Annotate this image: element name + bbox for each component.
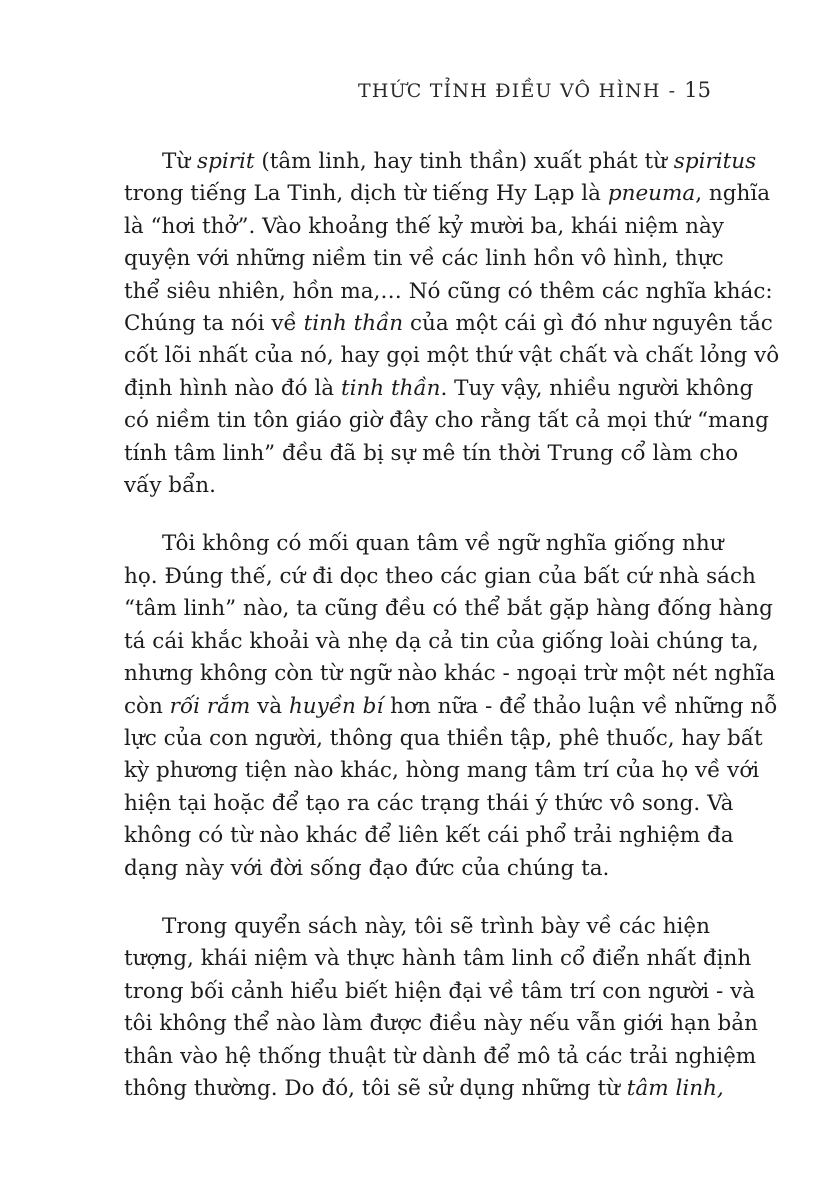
italic-term: pneuma bbox=[607, 181, 696, 207]
text-run: kỳ phương tiện nào khác, hòng mang tâm trí của họ về với bbox=[124, 758, 760, 784]
paragraph bbox=[124, 528, 778, 884]
text-run: thân vào hệ thống thuật từ dành để mô tả các trải nghiệm bbox=[124, 1043, 757, 1069]
text-run: quyện với những niềm tin về các linh hồn vô hình, thực bbox=[124, 246, 724, 272]
text-line bbox=[124, 853, 710, 885]
text-run: tượng, khái niệm và thực hành tâm linh cổ điển nhất định bbox=[124, 946, 752, 972]
text-line bbox=[124, 626, 759, 658]
text-line bbox=[124, 470, 710, 502]
text-line bbox=[124, 211, 724, 243]
italic-term: huyền bí bbox=[288, 693, 384, 719]
italic-term: tinh thần bbox=[340, 375, 441, 401]
text-run: là “hơi thở”. Vào khoảng thế kỷ mười ba, khái niệm này bbox=[124, 213, 724, 239]
page-number: 15 bbox=[684, 78, 711, 102]
text-line bbox=[124, 373, 754, 405]
text-line bbox=[124, 755, 760, 787]
text-run: lực của con người, thông qua thiền tập, phê thuốc, hay bất bbox=[124, 725, 763, 751]
text-line bbox=[124, 340, 780, 372]
text-run: còn bbox=[124, 693, 170, 719]
text-run: tôi không thể nào làm được điều này nếu vẫn giới hạn bản bbox=[124, 1011, 758, 1037]
italic-term: rối rắm bbox=[169, 693, 251, 719]
text-line bbox=[124, 561, 756, 593]
text-run: Trong quyển sách này, tôi sẽ trình bày về các hiện bbox=[162, 913, 710, 939]
text-run: trong tiếng La Tinh, dịch từ tiếng Hy Lạp là bbox=[124, 181, 608, 207]
text-run: , nghĩa bbox=[695, 181, 771, 207]
text-run: tá cái khắc khoải và nhẹ dạ cả tin của giống loài chúng ta, bbox=[124, 628, 759, 654]
text-line bbox=[124, 788, 734, 820]
italic-term: spiritus bbox=[673, 149, 757, 174]
text-run: thông thường. Do đó, tôi sẽ sử dụng những từ bbox=[124, 1075, 627, 1101]
text-run: dạng này với đời sống đạo đức của chúng ta. bbox=[124, 855, 610, 881]
text-run: hơn nữa - để thảo luận về những nỗ bbox=[383, 693, 778, 719]
italic-term: tinh thần bbox=[303, 311, 404, 337]
text-line bbox=[124, 691, 778, 723]
text-run: không có từ nào khác để liên kết cái phổ trải nghiệm đa bbox=[124, 823, 734, 849]
text-run: có niềm tin tôn giáo giờ đây cho rằng tất cả mọi thứ “mang bbox=[124, 408, 769, 434]
text-line bbox=[124, 276, 773, 308]
text-run: trong bối cảnh hiểu biết hiện đại về tâm trí con người - và bbox=[124, 978, 756, 1004]
running-head bbox=[358, 78, 711, 102]
text-run: vấy bẩn. bbox=[124, 473, 216, 499]
text-run: và bbox=[250, 693, 289, 719]
text-line bbox=[124, 178, 771, 210]
text-line bbox=[124, 820, 734, 852]
text-line bbox=[124, 405, 769, 437]
italic-term: tâm linh, bbox=[626, 1075, 724, 1101]
text-line bbox=[124, 1008, 758, 1040]
text-line bbox=[124, 438, 739, 470]
body-text bbox=[124, 146, 780, 1131]
text-run: hiện tại hoặc để tạo ra các trạng thái ý thức vô song. Và bbox=[124, 790, 734, 816]
text-run: “tâm linh” nào, ta cũng đều có thể bắt gặp hàng đống hàng bbox=[124, 596, 773, 622]
text-line bbox=[124, 1041, 757, 1073]
text-run: thể siêu nhiên, hồn ma,… Nó cũng có thêm các nghĩa khác: bbox=[124, 278, 773, 304]
text-line bbox=[124, 911, 710, 943]
text-run: nhưng không còn từ ngữ nào khác - ngoại trừ một nét nghĩa bbox=[124, 661, 776, 687]
text-line bbox=[124, 723, 763, 755]
text-line bbox=[124, 243, 724, 275]
chapter-title: THỨC TỈNH ĐIỀU VÔ HÌNH bbox=[357, 80, 661, 102]
text-run: Tôi không có mối quan tâm về ngữ nghĩa giống như bbox=[162, 531, 724, 557]
text-line bbox=[124, 976, 756, 1008]
text-run: tính tâm linh” đều đã bị sự mê tín thời Trung cổ làm cho bbox=[124, 440, 739, 466]
text-line bbox=[124, 658, 776, 690]
text-line bbox=[124, 943, 752, 975]
text-run: Chúng ta nói về bbox=[124, 311, 304, 337]
text-line bbox=[124, 1073, 724, 1105]
text-line bbox=[124, 593, 773, 625]
header-separator: - bbox=[668, 80, 677, 102]
text-run: cốt lõi nhất của nó, hay gọi một thứ vật chất và chất lỏng vô bbox=[124, 343, 780, 369]
paragraph bbox=[124, 146, 780, 502]
text-run: Từ bbox=[162, 149, 198, 174]
text-line bbox=[124, 528, 724, 560]
text-line bbox=[124, 146, 757, 178]
text-run: (tâm linh, hay tinh thần) xuất phát từ bbox=[254, 149, 674, 174]
italic-term: spirit bbox=[197, 149, 255, 174]
text-run: định hình nào đó là bbox=[124, 375, 341, 401]
text-run: . Tuy vậy, nhiều người không bbox=[440, 375, 754, 401]
text-run: họ. Đúng thế, cứ đi dọc theo các gian của bất cứ nhà sách bbox=[124, 563, 756, 589]
text-run: của một cái gì đó như nguyên tắc bbox=[403, 311, 773, 337]
paragraph bbox=[124, 911, 758, 1105]
text-line bbox=[124, 308, 773, 340]
